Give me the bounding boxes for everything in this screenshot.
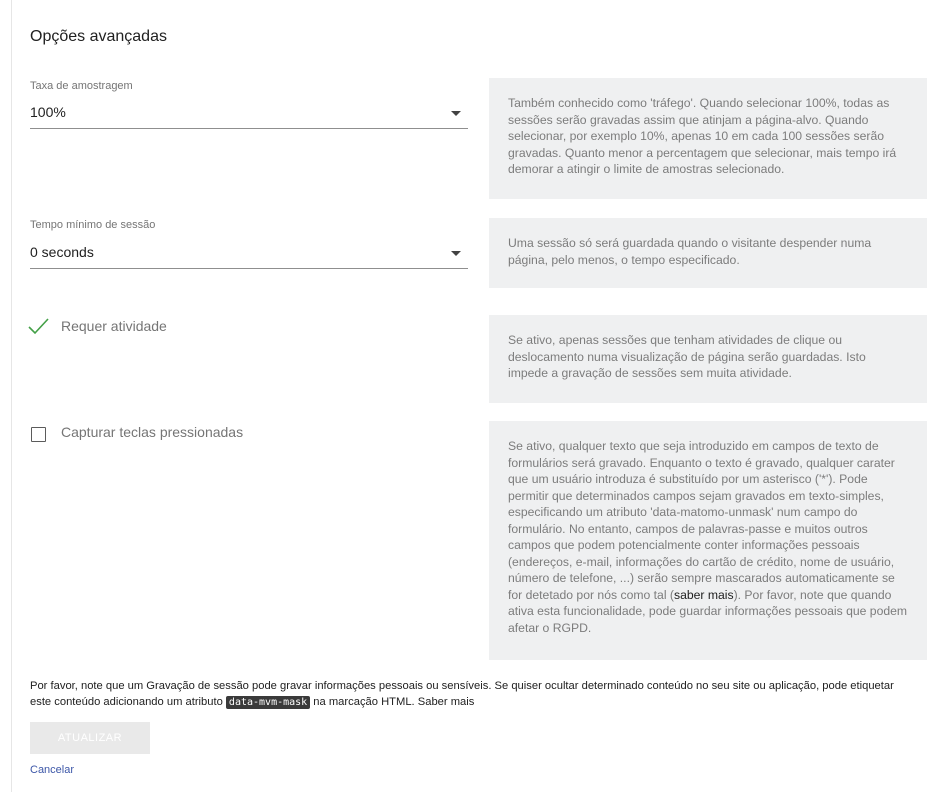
min-session-time-value: 0 seconds [30,244,94,260]
capture-keystrokes-label: Capturar teclas pressionadas [61,424,244,440]
mask-attribute-code: data-mvm-mask [226,696,310,709]
left-divider [11,0,12,792]
sample-rate-value: 100% [30,104,66,120]
caret-down-icon [451,251,461,256]
learn-more-link[interactable]: saber mais [673,587,734,602]
checkmark-icon [28,318,50,336]
min-session-time-select[interactable] [30,238,468,269]
help-text: Se ativo, qualquer texto que seja introduzido em campos de texto de formulários será gravado. Enquanto o texto é gravado, qualquer carater que um usuário introduza é substituído por um asterisco ('*'). Pode permitir que determinados campos sejam gravados em texto-simples, especificando um atributo 'data-matomo-unmask' num campo do formulário. No entanto, campos de palavras-passe e muitos outros campos que podem potencialmente conter informações pessoais (endereços, e-mail, informações do cartão de crédito, nome de usuário, número de telefone, ...) serão sempre mascarados automaticamente se for detetado por nós como tal ( [508,439,895,602]
capture-keystrokes-help [489,421,927,660]
notice-text: na marcação HTML. Saber mais [310,696,475,708]
requires-activity-help: Se ativo, apenas sessões que tenham atividades de clique ou deslocamento numa visualização de página serão guardadas. Isto impede a gravação de sessões sem muita atividade. [489,315,927,403]
checkbox-unchecked-icon [31,427,46,442]
section-title: Opções avançadas [30,28,167,45]
caret-down-icon [451,111,461,116]
min-session-time-label: Tempo mínimo de sessão [30,219,156,231]
requires-activity-label: Requer atividade [61,318,167,334]
min-session-time-help: Uma sessão só será guardada quando o visitante despender numa página, pelo menos, o tempo especificado. [489,218,927,288]
cancel-link[interactable]: Cancelar [30,764,75,776]
sample-rate-label: Taxa de amostragem [30,80,133,92]
sample-rate-help: Também conhecido como 'tráfego'. Quando selecionar 100%, todas as sessões serão gravadas assim que atinjam a página-alvo. Quando selecionar, por exemplo 10%, apenas 10 em cada 100 sessões serão gravadas. Quanto menor a percentagem que selecionar, mais tempo irá demorar a atingir o limite de amostras selecionado. [489,78,927,199]
notice-text: Por favor, note que um Gravação de sessão pode gravar informações pessoais ou sensíveis. Se quiser ocultar determinado conteúdo no seu site ou aplicação, pode etiquetar este conteúdo adicionando um atributo [30,680,894,708]
update-button[interactable]: ATUALIZAR [30,722,150,754]
help-text: ). Por favor, note que quando ativa esta funcionalidade, pode guardar informações pessoais que podem afetar o RGPD. [508,587,908,635]
privacy-notice [30,678,910,711]
sample-rate-select[interactable] [30,98,468,129]
